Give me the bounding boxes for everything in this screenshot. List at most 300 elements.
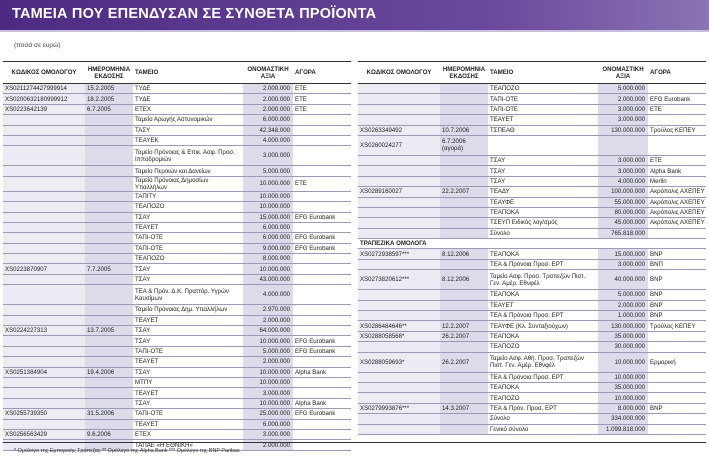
issue-date-cell: 14.3.2007 (440, 403, 488, 413)
nominal-value-cell: 10.000.000 (598, 372, 648, 382)
table-row (358, 403, 706, 413)
fund-cell: ΤΣΑΥ (133, 326, 243, 336)
market-cell (293, 222, 351, 232)
nominal-value-cell: 6.000.000 (243, 233, 293, 243)
market-cell: Alpha Bank (293, 367, 351, 377)
issue-date-cell (85, 336, 133, 346)
header-fund: ΤΑΜΕΙΟ (488, 62, 598, 84)
issue-date-cell (85, 233, 133, 243)
nominal-value-cell: 5.000.000 (598, 290, 648, 300)
market-cell (293, 254, 351, 264)
nominal-value-cell: 2.000.000 (598, 300, 648, 310)
table-row (3, 233, 351, 243)
issue-date-cell (85, 176, 133, 191)
market-cell (293, 166, 351, 176)
issue-date-cell: 9.6.2006 (85, 429, 133, 439)
fund-cell: ΤΣΕΥΠ Ειδικός λογ/σμός (488, 218, 598, 228)
page-title: ΤΑΜΕΙΑ ΠΟΥ ΕΠΕΝΔΥΣΑΝ ΣΕ ΣΥΝΘΕΤΑ ΠΡΟΪΟΝΤΑ (12, 6, 377, 22)
market-cell: Ακρόπολις ΑΧΕΠΕΥ (650, 219, 705, 227)
market-cell (648, 84, 706, 94)
table-row (358, 331, 706, 341)
header-market: ΑΓΟΡΑ (648, 62, 706, 84)
fund-cell: ΤΕΑΔΥ (488, 187, 598, 197)
bond-code-cell (3, 357, 85, 367)
fund-cell: ΤΕΑΠΟΚΑ (488, 249, 598, 259)
table-row (358, 249, 706, 259)
issue-date-cell (85, 419, 133, 429)
fund-cell: ΤΕΑΠΟΖΟ (488, 393, 598, 403)
issue-date-cell: 10.7.2006 (440, 125, 488, 135)
nominal-value-cell: 10.000.000 (243, 398, 293, 408)
header-nominal-value: ΟΝΟΜΑΣΤΙΚΗ ΑΞΙΑ (598, 62, 648, 84)
bond-code-cell (3, 202, 85, 212)
bond-code-cell: XS0286484646** (358, 321, 440, 331)
issue-date-cell: 26.2.2007 (440, 352, 488, 372)
table-row (358, 84, 706, 94)
bond-code-cell (358, 155, 440, 165)
issue-date-cell (85, 222, 133, 232)
bond-code-cell (358, 166, 440, 176)
table-row (3, 336, 351, 346)
market-cell (648, 239, 706, 249)
market-cell: EFG Eurobank (293, 409, 351, 419)
nominal-value-cell: 2.000.000 (243, 84, 293, 94)
nominal-value-cell: 15.000.000 (243, 212, 293, 222)
table-row (358, 270, 706, 290)
nominal-value-cell: 1.099.818.000 (598, 424, 648, 434)
nominal-value-cell: 765.818.000 (598, 228, 648, 238)
bond-code-cell (3, 254, 85, 264)
nominal-value-cell: 10.000.000 (243, 176, 293, 191)
header-row (358, 62, 706, 84)
table-row (358, 414, 706, 424)
fund-cell: Ταμείο Ασφ. Αθή. Προσ. Τραπεζών Πιστ. Γεν. Αμέρ. Εθνφέλ (488, 352, 598, 372)
nominal-value-cell: 1.000.000 (598, 311, 648, 321)
fund-cell: Ταμείο Αρωγής Αστυνομικών (133, 115, 243, 125)
issue-date-cell (440, 155, 488, 165)
fund-cell: ΤΕΑΥΕΤ (133, 222, 243, 232)
issue-date-cell (85, 388, 133, 398)
fund-cell: ΜΤΠΥ (133, 377, 243, 387)
market-cell (293, 115, 351, 125)
market-cell (293, 305, 351, 315)
table-row (358, 94, 706, 104)
market-cell: BNP (648, 403, 706, 413)
issue-date-cell (440, 94, 488, 104)
table-row (3, 254, 351, 264)
fund-cell: ΤΕΑΠΟΖΟ (488, 342, 598, 352)
market-cell (293, 191, 351, 201)
market-cell: EFG Eurobank (293, 346, 351, 356)
market-cell: Τρούλος ΚΕΠΕΥ (648, 321, 706, 331)
fund-cell: ΤΕΑ & Πρόνοια Προσ. ΕΡΤ (488, 311, 598, 321)
table-row (3, 104, 351, 114)
bond-code-cell (3, 346, 85, 356)
fund-cell: Ταμείο Ασφ. Προσ. Τραπεζών Πιστ. Γεν. Αμέρ. Εθνφέλ (488, 270, 598, 290)
bond-code-cell (358, 290, 440, 300)
nominal-value-cell: 3.000.000 (243, 388, 293, 398)
header-issue-date: ΗΜΕΡΟΜΗΝΙΑ ΕΚΔΟΣΗΣ (85, 62, 133, 84)
table-row (358, 176, 706, 186)
bond-code-cell (358, 414, 440, 424)
nominal-value-cell: 3.000.000 (598, 259, 648, 269)
bond-code-cell (358, 228, 440, 238)
market-cell (648, 115, 706, 125)
market-cell: ΕΤΕ (293, 94, 351, 104)
fund-cell: ΤΑΠΙ-ΟΤΕ (488, 94, 598, 104)
fund-cell: Ταμείο Πρόνοιας Δημ. Υπαλλήλων (133, 305, 243, 315)
table-row (3, 305, 351, 315)
market-cell: ΕΤΕ (293, 104, 351, 114)
table-row (358, 321, 706, 331)
table-row (3, 125, 351, 135)
issue-date-cell (440, 259, 488, 269)
issue-date-cell (85, 243, 133, 253)
table-row (358, 239, 706, 249)
bond-code-cell (358, 393, 440, 403)
market-cell: EFG Eurobank (293, 336, 351, 346)
fund-cell: ΤΕΑΥΕΤ (488, 300, 598, 310)
market-cell: Ακρόπολις ΑΧΕΠΕΥ (650, 198, 705, 206)
bond-code-cell: XS0288058568* (358, 331, 440, 341)
market-cell (648, 135, 706, 155)
table-row (358, 372, 706, 382)
table-row (3, 326, 351, 336)
table-row (3, 166, 351, 176)
fund-cell (488, 239, 598, 249)
fund-cell: ΕΤΕΧ (133, 104, 243, 114)
market-cell: BNP (648, 270, 706, 290)
nominal-value-cell: 3.000.000 (598, 115, 648, 125)
issue-date-cell: 13.7.2005 (85, 326, 133, 336)
issue-date-cell (440, 197, 488, 207)
nominal-value-cell: 4.000.000 (598, 176, 648, 186)
bond-code-cell (3, 125, 85, 135)
bond-code-cell: XS0211274427999914 (3, 84, 85, 94)
fund-cell: ΤΕΑΠΟΚΑ (488, 207, 598, 217)
issue-date-cell (85, 274, 133, 284)
nominal-value-cell: 45.000.000 (598, 218, 648, 228)
issue-date-cell (85, 398, 133, 408)
fund-cell: ΤΕΑ & Πρόν. Προσ. ΕΡΤ (488, 403, 598, 413)
table-row (3, 84, 351, 94)
fund-cell: ΤΑΣΥ (133, 125, 243, 135)
market-cell (648, 331, 706, 341)
nominal-value-cell: 35.000.000 (598, 382, 648, 392)
nominal-value-cell: 2.000.000 (243, 315, 293, 325)
nominal-value-cell: 2.000.000 (243, 104, 293, 114)
issue-date-cell (85, 135, 133, 145)
issue-date-cell (440, 342, 488, 352)
bond-code-cell (358, 197, 440, 207)
table-row (3, 94, 351, 104)
market-cell: EFG Eurobank (648, 94, 706, 104)
table-row (358, 393, 706, 403)
nominal-value-cell: 25.000.000 (243, 409, 293, 419)
bond-code-cell: XS0273820612*** (358, 270, 440, 290)
issue-date-cell (85, 357, 133, 367)
bond-code-cell (358, 218, 440, 228)
nominal-value-cell: 8.000.000 (243, 254, 293, 264)
bond-code-cell (3, 388, 85, 398)
nominal-value-cell: 5.000.000 (243, 166, 293, 176)
bond-code-cell (3, 212, 85, 222)
header-market: ΑΓΟΡΑ (293, 62, 351, 84)
fund-cell: ΤΣΑΥ (133, 367, 243, 377)
title-banner (0, 0, 709, 30)
table-row (358, 342, 706, 352)
fund-cell: ΤΕΑΥΕΚ (133, 135, 243, 145)
bond-code-cell (358, 372, 440, 382)
market-cell (293, 146, 351, 166)
nominal-value-cell: 3.000.000 (243, 429, 293, 439)
bond-code-cell: XS0255739350 (3, 409, 85, 419)
issue-date-cell (85, 346, 133, 356)
market-cell: Τρούλος ΚΕΠΕΥ (648, 125, 706, 135)
nominal-value-cell: 30.000.000 (598, 342, 648, 352)
bond-code-cell (358, 104, 440, 114)
nominal-value-cell: 2.970.000 (243, 305, 293, 315)
fund-cell: ΤΣΠΕΑΘ (488, 125, 598, 135)
table-row (3, 243, 351, 253)
table-row (358, 187, 706, 197)
bond-code-cell (3, 419, 85, 429)
bond-code-cell (3, 315, 85, 325)
header-bond-code: ΚΩΔΙΚΟΣ ΟΜΟΛΟΓΟΥ (3, 62, 85, 84)
market-cell: Ακρόπολις ΑΧΕΠΕΥ (650, 209, 705, 217)
header-issue-date: ΗΜΕΡΟΜΗΝΙΑ ΕΚΔΟΣΗΣ (440, 62, 488, 84)
issue-date-cell (85, 254, 133, 264)
market-cell (648, 393, 706, 403)
nominal-value-cell: 5.000.000 (243, 346, 293, 356)
issue-date-cell (85, 202, 133, 212)
issue-date-cell (440, 207, 488, 217)
table-row (3, 398, 351, 408)
nominal-value-cell: 15.000.000 (598, 249, 648, 259)
bond-code-cell: XS0279993876*** (358, 403, 440, 413)
table-row (3, 115, 351, 125)
bond-code-cell (3, 233, 85, 243)
nominal-value-cell: 334.000.000 (598, 414, 648, 424)
bond-code-cell (358, 311, 440, 321)
table-row (3, 367, 351, 377)
fund-cell: ΤΕΑΥΕΤ (133, 315, 243, 325)
nominal-value-cell: 10.000.000 (598, 393, 648, 403)
fund-cell: ΤΑΠΙ-ΟΤΕ (488, 104, 598, 114)
bond-code-cell (3, 398, 85, 408)
nominal-value-cell: 10.000.000 (598, 352, 648, 372)
issue-date-cell (440, 166, 488, 176)
nominal-value-cell: 10.000.000 (243, 377, 293, 387)
right-table-panel (358, 61, 706, 435)
bond-code-cell (3, 115, 85, 125)
issue-date-cell (85, 166, 133, 176)
issue-date-cell: 8.12.2006 (440, 270, 488, 290)
fund-cell: ΤΣΑΥ (133, 336, 243, 346)
issue-date-cell (440, 382, 488, 392)
table-row (3, 419, 351, 429)
bond-code-cell (358, 300, 440, 310)
fund-cell: ΤΥΔΕ (133, 84, 243, 94)
bond-code-cell (3, 305, 85, 315)
nominal-value-cell: 4.000.000 (243, 285, 293, 305)
nominal-value-cell: 10.000.000 (243, 191, 293, 201)
issue-date-cell: 12.2.2007 (440, 321, 488, 331)
bond-code-cell (3, 135, 85, 145)
bond-code-cell (3, 146, 85, 166)
nominal-value-cell: 6.000.000 (243, 115, 293, 125)
fund-cell: ΤΕΑΠΟΚΑ (488, 382, 598, 392)
bond-code-cell (3, 336, 85, 346)
issue-date-cell: 31.5.2006 (85, 409, 133, 419)
table-row (358, 382, 706, 392)
header-row (3, 62, 351, 84)
table-row (3, 146, 351, 166)
fund-cell: ΤΑΠΙ-ΟΤΕ (133, 409, 243, 419)
market-cell (648, 382, 706, 392)
bond-code-cell: XS0223642139 (3, 104, 85, 114)
issue-date-cell (440, 84, 488, 94)
nominal-value-cell: 9.000.000 (243, 243, 293, 253)
issue-date-cell: 6.7.2005 (85, 104, 133, 114)
market-cell: Ερμορική (648, 352, 706, 372)
nominal-value-cell: 130.000.000 (598, 321, 648, 331)
table-row (3, 176, 351, 191)
issue-date-cell (440, 311, 488, 321)
fund-cell: ΤΑΠΙΤΥ (133, 191, 243, 201)
bond-code-cell: XS0289160027 (358, 187, 440, 197)
market-cell (293, 419, 351, 429)
market-cell: BNP (648, 290, 706, 300)
fund-cell: ΤΕΑΥΦΕ (488, 197, 598, 207)
market-cell (293, 125, 351, 135)
table-row (3, 388, 351, 398)
fund-cell: ΤΕΑΥΦΕ (Κλ. Συνταξιούχων) (488, 321, 598, 331)
footnote: * Ομόλογο της Εμπορικής Τράπεζας ** Ομόλογο της Alpha Bank *** Ομόλογο της BNP Paribas (14, 448, 240, 454)
issue-date-cell (85, 191, 133, 201)
issue-date-cell (440, 239, 488, 249)
fund-cell: Ταμείο Πρόνοιας Δημοσίων Υπαλλήλων (133, 176, 243, 191)
market-cell: BNP (648, 300, 706, 310)
nominal-value-cell: 2.000.000 (243, 357, 293, 367)
issue-date-cell (440, 300, 488, 310)
banner-divider (0, 30, 709, 32)
table-row (3, 285, 351, 305)
nominal-value-cell: 55.000.000 (598, 197, 648, 207)
issue-date-cell: 6.7.2006 (αγορά) (440, 135, 488, 155)
table-row (3, 202, 351, 212)
fund-cell: ΤΣΑΥ (133, 398, 243, 408)
issue-date-cell (440, 218, 488, 228)
fund-cell: ΕΤΕΧ (133, 429, 243, 439)
bond-code-cell (3, 285, 85, 305)
fund-cell: ΤΕΑΥΕΤ (133, 388, 243, 398)
table-row (3, 264, 351, 274)
issue-date-cell (85, 377, 133, 387)
issue-date-cell (440, 393, 488, 403)
table-row (358, 104, 706, 114)
fund-cell: ΤΕΑ & Πρόνοια Προσ. ΕΡΤ (488, 259, 598, 269)
market-cell (293, 202, 351, 212)
fund-cell: ΤΑΠΙ-ΟΤΕ (133, 233, 243, 243)
issue-date-cell (440, 176, 488, 186)
market-cell (293, 315, 351, 325)
market-cell (293, 357, 351, 367)
nominal-value-cell: 2.000.000 (598, 94, 648, 104)
fund-cell: ΤΕΑ & Πρόνοια Προσ. ΕΡΤ (488, 372, 598, 382)
issue-date-cell (440, 115, 488, 125)
issue-date-cell (85, 115, 133, 125)
bond-code-cell (3, 274, 85, 284)
market-cell (293, 274, 351, 284)
market-cell (648, 228, 706, 238)
nominal-value-cell: 6.000.000 (243, 222, 293, 232)
fund-cell: ΤΣΑΥ (488, 176, 598, 186)
table-row (3, 357, 351, 367)
issue-date-cell (440, 424, 488, 434)
issue-date-cell: 19.4.2006 (85, 367, 133, 377)
bond-code-cell (3, 176, 85, 191)
bond-code-cell: XS0224227313 (3, 326, 85, 336)
nominal-value-cell: 10.000.000 (243, 367, 293, 377)
table-row (358, 166, 706, 176)
nominal-value-cell (598, 135, 648, 155)
market-cell: EFG Eurobank (293, 212, 351, 222)
table-row (3, 274, 351, 284)
nominal-value-cell: 3.000.000 (243, 146, 293, 166)
table-row (358, 218, 706, 228)
table-row (3, 377, 351, 387)
market-cell: ΕΤΕ (293, 176, 351, 191)
issue-date-cell: 22.2.2007 (440, 187, 488, 197)
nominal-value-cell: 130.000.000 (598, 125, 648, 135)
table-row (3, 429, 351, 439)
bond-code-cell (3, 377, 85, 387)
market-cell: BNP (648, 249, 706, 259)
table-row (3, 191, 351, 201)
fund-cell: ΤΕΑΠΟΚΑ (488, 290, 598, 300)
table-row (358, 352, 706, 372)
issue-date-cell (85, 146, 133, 166)
section-heading: ΤΡΑΠΕΖΙΚΑ ΟΜΟΛΟΓΑ (358, 239, 440, 249)
market-cell: Alpha Bank (293, 398, 351, 408)
nominal-value-cell: 10.000.000 (243, 336, 293, 346)
issue-date-cell (440, 372, 488, 382)
market-cell (648, 424, 706, 434)
market-cell: BNP (648, 311, 706, 321)
fund-cell: ΤΣΑΥ (133, 264, 243, 274)
table-row (358, 115, 706, 125)
market-cell (648, 372, 706, 382)
issue-date-cell (440, 414, 488, 424)
nominal-value-cell: 42.348.000 (243, 125, 293, 135)
table-row (358, 300, 706, 310)
market-cell: ΕΤΕ (648, 155, 706, 165)
table-row (358, 135, 706, 155)
issue-date-cell (440, 228, 488, 238)
bond-code-cell: XS0272938597*** (358, 249, 440, 259)
bond-code-cell (358, 207, 440, 217)
issue-date-cell (440, 290, 488, 300)
nominal-value-cell: 5.000.000 (598, 84, 648, 94)
fund-cell: ΤΣΑΥ (133, 212, 243, 222)
market-cell: EFG Eurobank (293, 243, 351, 253)
table-row (358, 424, 706, 434)
bond-code-cell: XS0251384904 (3, 367, 85, 377)
issue-date-cell (85, 315, 133, 325)
nominal-value-cell: 6.000.000 (243, 419, 293, 429)
bond-code-cell (3, 191, 85, 201)
